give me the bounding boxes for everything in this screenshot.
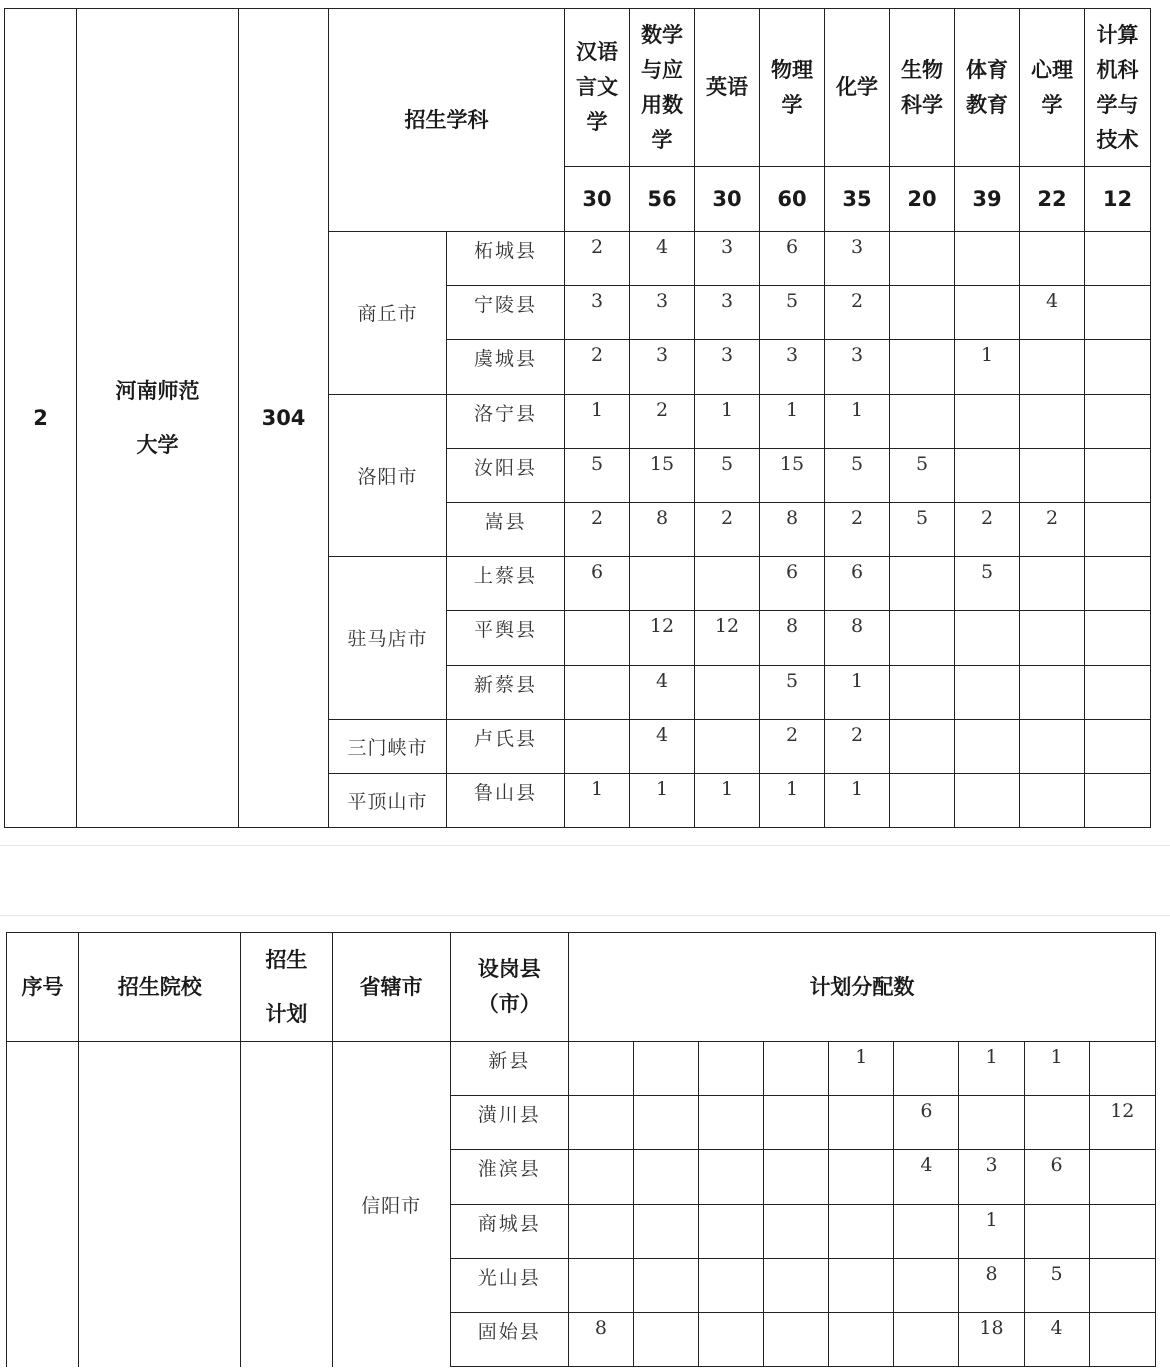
value-cell — [1089, 1312, 1155, 1366]
value-cell — [764, 1312, 829, 1366]
value-cell — [633, 1312, 698, 1366]
value-cell: 1 — [829, 1042, 894, 1096]
subject-name-line: 计算 — [1096, 22, 1139, 47]
county-cell: 淮滨县 — [450, 1150, 568, 1204]
county-cell: 宁陵县 — [447, 286, 565, 340]
value-cell: 8 — [568, 1312, 633, 1366]
value-cell — [565, 665, 630, 719]
subject-name — [760, 9, 825, 167]
value-cell — [1020, 719, 1085, 773]
value-cell — [890, 665, 955, 719]
county-cell: 商城县 — [450, 1204, 568, 1258]
value-cell — [1024, 1204, 1089, 1258]
subject-name-line: 用数 — [641, 92, 683, 117]
value-cell — [1089, 1042, 1155, 1096]
value-cell — [1085, 286, 1151, 340]
value-cell — [1020, 394, 1085, 448]
seq-cell: 2 — [5, 9, 77, 828]
value-cell — [565, 611, 630, 665]
value-cell: 1 — [825, 773, 890, 827]
subject-name — [955, 9, 1020, 167]
value-cell — [764, 1096, 829, 1150]
value-cell — [959, 1096, 1024, 1150]
county-cell: 嵩县 — [447, 502, 565, 556]
county-header — [450, 933, 568, 1042]
value-cell — [1085, 232, 1151, 286]
value-cell — [764, 1258, 829, 1312]
plan-header-line: 计划 — [265, 1002, 308, 1026]
value-cell: 2 — [695, 502, 760, 556]
value-cell: 12 — [1089, 1096, 1155, 1150]
value-cell — [1085, 448, 1151, 502]
city-cell: 洛阳市 — [329, 394, 447, 557]
table-row — [7, 1042, 1156, 1096]
value-cell: 3 — [825, 232, 890, 286]
value-cell: 4 — [630, 719, 695, 773]
subject-total: 39 — [955, 167, 1020, 232]
plan-header-line: 招生 — [265, 948, 308, 972]
value-cell: 4 — [630, 665, 695, 719]
value-cell: 4 — [630, 232, 695, 286]
subject-name — [695, 9, 760, 167]
plan-cell — [241, 1042, 332, 1367]
value-cell: 3 — [959, 1150, 1024, 1204]
value-cell — [890, 773, 955, 827]
county-cell: 卢氏县 — [447, 719, 565, 773]
allocation-table-1 — [4, 8, 1151, 828]
value-cell — [699, 1042, 764, 1096]
value-cell — [1020, 340, 1085, 394]
value-cell: 15 — [760, 448, 825, 502]
county-cell: 上蔡县 — [447, 557, 565, 611]
value-cell — [699, 1312, 764, 1366]
value-cell: 6 — [894, 1096, 959, 1150]
value-cell: 2 — [565, 232, 630, 286]
value-cell — [699, 1150, 764, 1204]
value-cell — [1085, 773, 1151, 827]
value-cell — [890, 719, 955, 773]
value-cell: 3 — [695, 286, 760, 340]
county-cell: 新蔡县 — [447, 665, 565, 719]
value-cell: 3 — [760, 340, 825, 394]
value-cell: 4 — [1024, 1312, 1089, 1366]
value-cell: 1 — [959, 1042, 1024, 1096]
value-cell — [890, 611, 955, 665]
value-cell: 8 — [959, 1258, 1024, 1312]
value-cell — [890, 394, 955, 448]
subject-name — [630, 9, 695, 167]
county-cell: 平舆县 — [447, 611, 565, 665]
value-cell — [633, 1258, 698, 1312]
school-header: 招生院校 — [79, 933, 241, 1042]
value-cell — [829, 1312, 894, 1366]
value-cell — [699, 1204, 764, 1258]
value-cell: 5 — [955, 557, 1020, 611]
value-cell — [955, 773, 1020, 827]
subject-name-line: 英语 — [706, 75, 748, 99]
value-cell — [1020, 665, 1085, 719]
value-cell — [1020, 557, 1085, 611]
value-cell: 5 — [825, 448, 890, 502]
value-cell: 18 — [959, 1312, 1024, 1366]
county-cell: 柘城县 — [447, 232, 565, 286]
value-cell — [568, 1096, 633, 1150]
value-cell: 3 — [630, 286, 695, 340]
value-cell — [829, 1204, 894, 1258]
plan-header — [241, 933, 332, 1042]
value-cell: 2 — [825, 502, 890, 556]
value-cell: 2 — [1020, 502, 1085, 556]
subject-total: 35 — [825, 167, 890, 232]
subject-name-line: 汉语 — [576, 40, 618, 64]
value-cell: 5 — [760, 665, 825, 719]
county-cell: 虞城县 — [447, 340, 565, 394]
value-cell: 6 — [760, 232, 825, 286]
value-cell — [1020, 773, 1085, 827]
county-cell: 洛宁县 — [447, 394, 565, 448]
value-cell — [890, 340, 955, 394]
value-cell — [633, 1204, 698, 1258]
value-cell — [955, 232, 1020, 286]
value-cell: 12 — [630, 611, 695, 665]
subject-total: 12 — [1085, 167, 1151, 232]
value-cell — [1085, 502, 1151, 556]
value-cell — [1085, 394, 1151, 448]
value-cell: 3 — [695, 232, 760, 286]
subject-name-line: 技术 — [1096, 127, 1139, 152]
value-cell — [695, 665, 760, 719]
value-cell — [890, 557, 955, 611]
value-cell: 1 — [955, 340, 1020, 394]
value-cell — [568, 1258, 633, 1312]
value-cell: 1 — [825, 665, 890, 719]
value-cell: 4 — [894, 1150, 959, 1204]
county-cell: 光山县 — [450, 1258, 568, 1312]
value-cell: 2 — [825, 286, 890, 340]
subject-name — [1020, 9, 1085, 167]
value-cell: 15 — [630, 448, 695, 502]
subject-total: 56 — [630, 167, 695, 232]
header-row — [7, 933, 1156, 1042]
subject-name-line: 言文 — [576, 75, 618, 99]
value-cell — [1089, 1204, 1155, 1258]
value-cell: 1 — [630, 773, 695, 827]
subject-name-line: 体育 — [966, 57, 1008, 82]
value-cell: 6 — [760, 557, 825, 611]
value-cell — [955, 665, 1020, 719]
value-cell — [1020, 448, 1085, 502]
seq-header: 序号 — [7, 933, 79, 1042]
value-cell — [890, 286, 955, 340]
value-cell — [955, 719, 1020, 773]
value-cell — [764, 1204, 829, 1258]
subject-name-line: 与应 — [641, 57, 683, 82]
section-divider — [0, 915, 1170, 916]
value-cell: 1 — [1024, 1042, 1089, 1096]
school-name-line: 大学 — [136, 433, 179, 458]
value-cell — [568, 1204, 633, 1258]
allocation-header: 计划分配数 — [568, 933, 1155, 1042]
seq-cell — [7, 1042, 79, 1367]
value-cell — [633, 1150, 698, 1204]
subject-name-line: 数学 — [641, 22, 683, 47]
value-cell — [829, 1096, 894, 1150]
subject-total: 22 — [1020, 167, 1085, 232]
value-cell — [1085, 719, 1151, 773]
plan-cell: 304 — [239, 9, 329, 828]
county-header-line: （市） — [477, 992, 541, 1016]
value-cell — [695, 557, 760, 611]
county-cell: 固始县 — [450, 1312, 568, 1366]
value-cell: 5 — [890, 448, 955, 502]
value-cell — [955, 611, 1020, 665]
value-cell — [699, 1096, 764, 1150]
county-cell: 汝阳县 — [447, 448, 565, 502]
value-cell: 6 — [565, 557, 630, 611]
city-cell: 平顶山市 — [329, 773, 447, 827]
subject-total: 30 — [565, 167, 630, 232]
value-cell: 6 — [825, 557, 890, 611]
value-cell: 2 — [825, 719, 890, 773]
allocation-table-2 — [6, 932, 1156, 1367]
value-cell — [955, 394, 1020, 448]
value-cell — [695, 719, 760, 773]
city-cell: 信阳市 — [332, 1042, 450, 1367]
value-cell — [1085, 611, 1151, 665]
county-cell: 潢川县 — [450, 1096, 568, 1150]
value-cell — [764, 1150, 829, 1204]
value-cell — [890, 232, 955, 286]
value-cell — [1020, 232, 1085, 286]
value-cell: 5 — [1024, 1258, 1089, 1312]
value-cell — [894, 1312, 959, 1366]
value-cell — [633, 1096, 698, 1150]
value-cell — [630, 557, 695, 611]
value-cell — [764, 1042, 829, 1096]
value-cell: 5 — [760, 286, 825, 340]
county-cell: 鲁山县 — [447, 773, 565, 827]
value-cell: 2 — [565, 502, 630, 556]
subject-name-line: 心理 — [1031, 57, 1073, 82]
value-cell — [633, 1042, 698, 1096]
value-cell — [829, 1150, 894, 1204]
value-cell: 1 — [825, 394, 890, 448]
subject-name-line: 学与 — [1096, 92, 1139, 117]
value-cell — [829, 1258, 894, 1312]
subject-name-line: 学 — [586, 110, 608, 134]
value-cell — [955, 448, 1020, 502]
value-cell: 3 — [630, 340, 695, 394]
value-cell — [955, 286, 1020, 340]
value-cell — [1085, 665, 1151, 719]
subject-total: 60 — [760, 167, 825, 232]
value-cell: 1 — [959, 1204, 1024, 1258]
value-cell: 2 — [630, 394, 695, 448]
value-cell: 3 — [695, 340, 760, 394]
subject-name-line: 化学 — [836, 75, 878, 99]
subject-name-line: 生物 — [901, 57, 943, 82]
subject-name-line: 科学 — [901, 92, 943, 117]
subject-name-line: 物理 — [771, 57, 813, 82]
value-cell: 1 — [760, 773, 825, 827]
value-cell — [894, 1204, 959, 1258]
value-cell — [1085, 340, 1151, 394]
value-cell: 5 — [695, 448, 760, 502]
value-cell — [565, 719, 630, 773]
subject-name — [825, 9, 890, 167]
value-cell — [1085, 557, 1151, 611]
county-header-line: 设岗县 — [477, 957, 541, 981]
value-cell: 12 — [695, 611, 760, 665]
value-cell: 8 — [825, 611, 890, 665]
value-cell — [1089, 1150, 1155, 1204]
subjects-header: 招生学科 — [329, 9, 565, 232]
value-cell: 5 — [890, 502, 955, 556]
subject-total: 20 — [890, 167, 955, 232]
subject-name-line: 机科 — [1096, 57, 1139, 82]
value-cell: 3 — [825, 340, 890, 394]
value-cell: 2 — [760, 719, 825, 773]
county-cell: 新县 — [450, 1042, 568, 1096]
subject-name-line: 教育 — [966, 92, 1008, 117]
subject-name-line: 学 — [781, 92, 803, 117]
city-cell: 三门峡市 — [329, 719, 447, 773]
value-cell — [699, 1258, 764, 1312]
subject-name — [890, 9, 955, 167]
value-cell: 1 — [760, 394, 825, 448]
value-cell — [1020, 611, 1085, 665]
city-cell: 驻马店市 — [329, 557, 447, 720]
subject-name-line: 学 — [1041, 92, 1063, 117]
city-cell: 商丘市 — [329, 232, 447, 395]
value-cell — [1089, 1258, 1155, 1312]
value-cell: 1 — [565, 773, 630, 827]
school-cell — [79, 1042, 241, 1367]
subject-name — [1085, 9, 1151, 167]
value-cell — [894, 1042, 959, 1096]
school-name-line: 河南师范 — [115, 379, 200, 404]
subject-name-line: 学 — [651, 127, 673, 152]
subject-total: 30 — [695, 167, 760, 232]
value-cell — [568, 1042, 633, 1096]
value-cell: 8 — [760, 611, 825, 665]
value-cell: 8 — [630, 502, 695, 556]
value-cell — [1024, 1096, 1089, 1150]
section-divider — [0, 845, 1170, 846]
city-header: 省辖市 — [332, 933, 450, 1042]
value-cell — [894, 1258, 959, 1312]
school-cell — [77, 9, 239, 828]
value-cell: 4 — [1020, 286, 1085, 340]
value-cell: 2 — [955, 502, 1020, 556]
value-cell: 8 — [760, 502, 825, 556]
subject-header-row — [5, 9, 1151, 167]
value-cell — [568, 1150, 633, 1204]
value-cell: 5 — [565, 448, 630, 502]
value-cell: 3 — [565, 286, 630, 340]
value-cell: 1 — [695, 394, 760, 448]
value-cell: 6 — [1024, 1150, 1089, 1204]
value-cell: 2 — [565, 340, 630, 394]
value-cell: 1 — [695, 773, 760, 827]
subject-name — [565, 9, 630, 167]
value-cell: 1 — [565, 394, 630, 448]
